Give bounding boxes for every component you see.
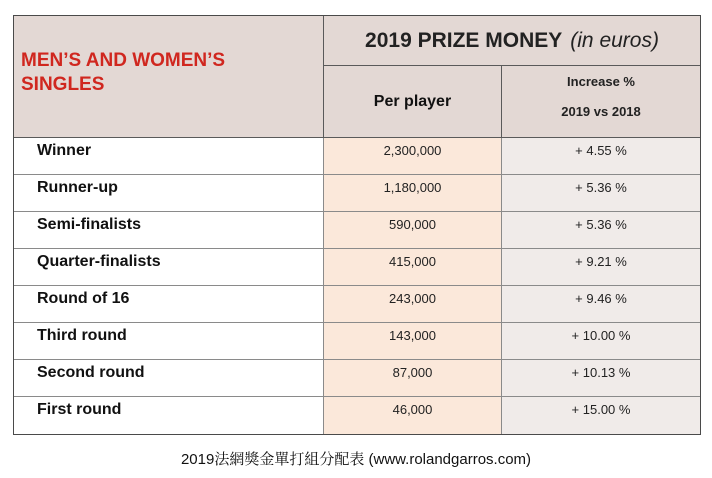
increase-cell: + 9.21 % [502, 249, 700, 285]
round-cell: Winner [14, 138, 324, 174]
per-player-cell: 415,000 [324, 249, 502, 285]
image-caption: 2019法網獎金單打組分配表 (www.rolandgarros.com) [180, 451, 532, 468]
increase-cell: + 4.55 % [502, 138, 700, 174]
increase-cell: + 5.36 % [502, 175, 700, 211]
column-header-per-player [324, 66, 502, 138]
round-cell: Second round [14, 360, 324, 396]
column-header-increase [502, 66, 700, 138]
table-row [14, 249, 700, 286]
increase-label: Increase % [567, 74, 635, 89]
table-body [14, 138, 700, 434]
round-cell: Runner-up [14, 175, 324, 211]
table-row [14, 286, 700, 323]
table-row [14, 175, 700, 212]
per-player-cell: 590,000 [324, 212, 502, 248]
round-cell: Round of 16 [14, 286, 324, 322]
increase-cell: + 10.00 % [502, 323, 700, 359]
table-row [14, 212, 700, 249]
increase-cell: + 9.46 % [502, 286, 700, 322]
table-row [14, 360, 700, 397]
increase-cell: + 10.13 % [502, 360, 700, 396]
category-title: MEN’S AND WOMEN’S SINGLES [21, 50, 226, 95]
prize-money-title: 2019 PRIZE MONEY [365, 28, 563, 52]
category-header-cell [14, 16, 324, 138]
round-cell: First round [14, 397, 324, 434]
per-player-cell: 46,000 [324, 397, 502, 434]
per-player-cell: 2,300,000 [324, 138, 502, 174]
table-row [14, 397, 700, 434]
prize-money-unit: (in euros) [570, 28, 659, 52]
per-player-cell: 1,180,000 [324, 175, 502, 211]
per-player-cell: 243,000 [324, 286, 502, 322]
table-row [14, 323, 700, 360]
per-player-label: Per player [373, 92, 452, 110]
per-player-cell: 87,000 [324, 360, 502, 396]
increase-comparison-label: 2019 vs 2018 [561, 104, 641, 119]
prize-money-table [13, 15, 701, 435]
increase-cell: + 15.00 % [502, 397, 700, 434]
table-row [14, 138, 700, 175]
prize-money-header [324, 16, 700, 66]
increase-cell: + 5.36 % [502, 212, 700, 248]
per-player-cell: 143,000 [324, 323, 502, 359]
round-cell: Third round [14, 323, 324, 359]
round-cell: Quarter-finalists [14, 249, 324, 285]
round-cell: Semi-finalists [14, 212, 324, 248]
